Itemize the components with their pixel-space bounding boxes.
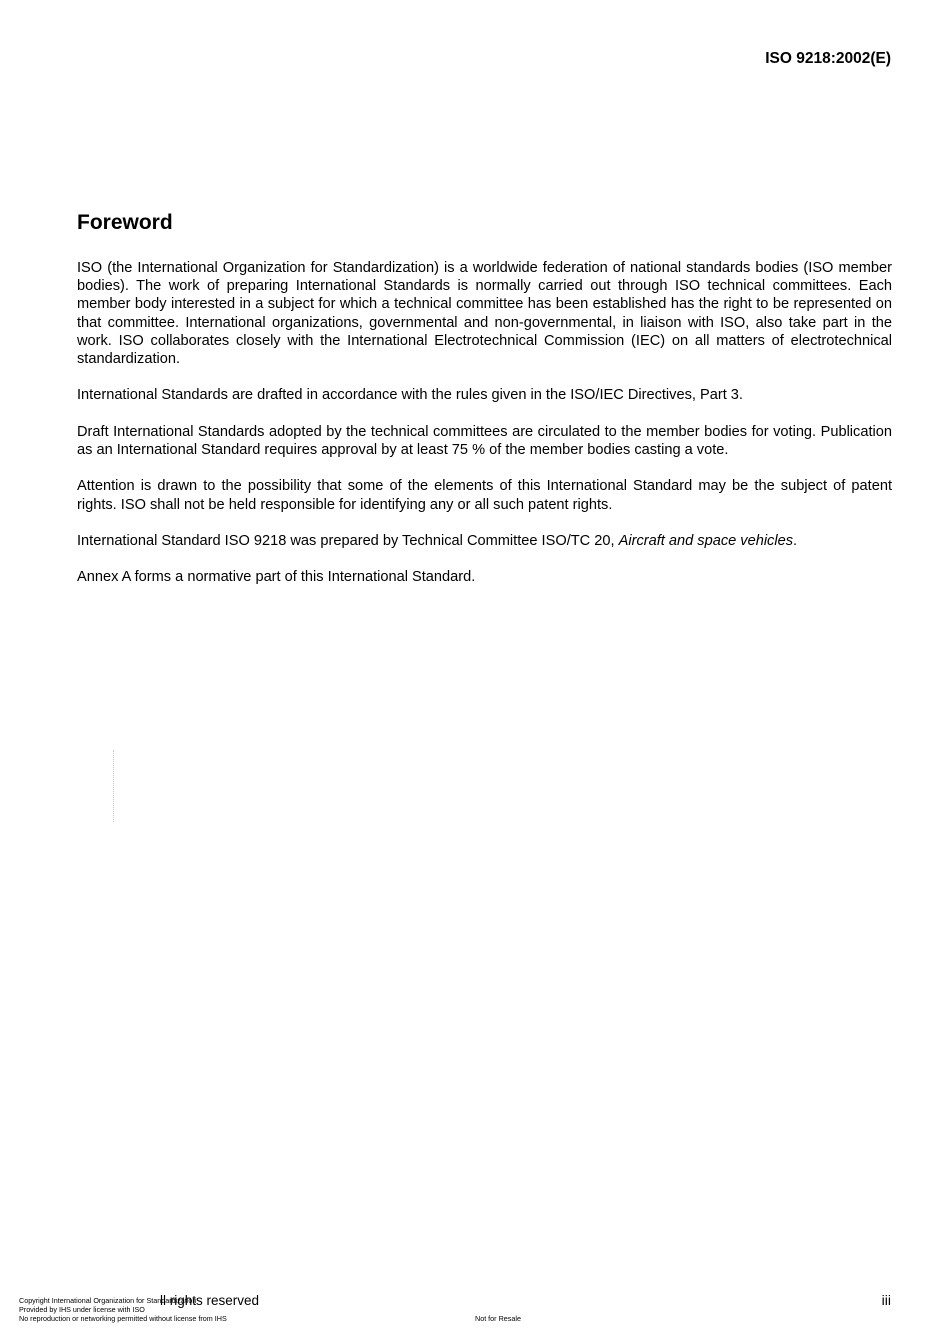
paragraph-directives: International Standards are drafted in accordance with the rules given in the ISO/IEC Directives, Part 3. — [77, 387, 743, 404]
scan-artifact — [113, 750, 115, 822]
prepared-by-text: International Standard ISO 9218 was prepared by Technical Committee ISO/TC 20, — [77, 532, 619, 549]
document-id: ISO 9218:2002(E) — [765, 50, 891, 67]
paragraph-prepared-by — [77, 532, 892, 550]
rights-reserved-text: ll rights reserved — [160, 1293, 260, 1308]
paragraph-iso-description: ISO (the International Organization for Standardization) is a worldwide federation of national standards bodies (ISO member bodies). The work of preparing International Standards is normally carried out through ISO technical committees. Each member body interested in a subject for which a technical committee has been established has the right to be represented on that committee. International organizations, governmental and non-governmental, in liaison with ISO, also take part in the work. ISO collaborates closely with the International Electrotechnical Commission (IEC) on all matters of electrotechnical standardization. — [77, 260, 892, 368]
paragraph-draft-approval: Draft International Standards adopted by the technical committees are circulated to the member bodies for voting. Publication as an International Standard requires approval by at least 75 % of the member bodies casting a vote. — [77, 423, 892, 458]
provided-by-line: Provided by IHS under license with ISO — [19, 1305, 145, 1314]
paragraph-patent-rights: Attention is drawn to the possibility that some of the elements of this International Standard may be the subject of patent rights. ISO shall not be held responsible for identifying any or all such patent rights. — [77, 478, 892, 513]
license-footer — [19, 1296, 227, 1323]
paragraph-annex-note: Annex A forms a normative part of this International Standard. — [77, 569, 476, 586]
prepared-by-suffix: . — [793, 532, 798, 549]
reproduction-line: No reproduction or networking permitted without license from IHS — [19, 1314, 227, 1323]
committee-title: Aircraft and space vehicles — [618, 532, 794, 549]
page-title: Foreword — [77, 211, 173, 234]
page-number: iii — [881, 1292, 891, 1308]
copyright-line: Copyright International Organization for Standardization — [19, 1296, 197, 1305]
not-for-resale-text: Not for Resale — [475, 1314, 521, 1323]
foreword-section — [77, 208, 892, 605]
